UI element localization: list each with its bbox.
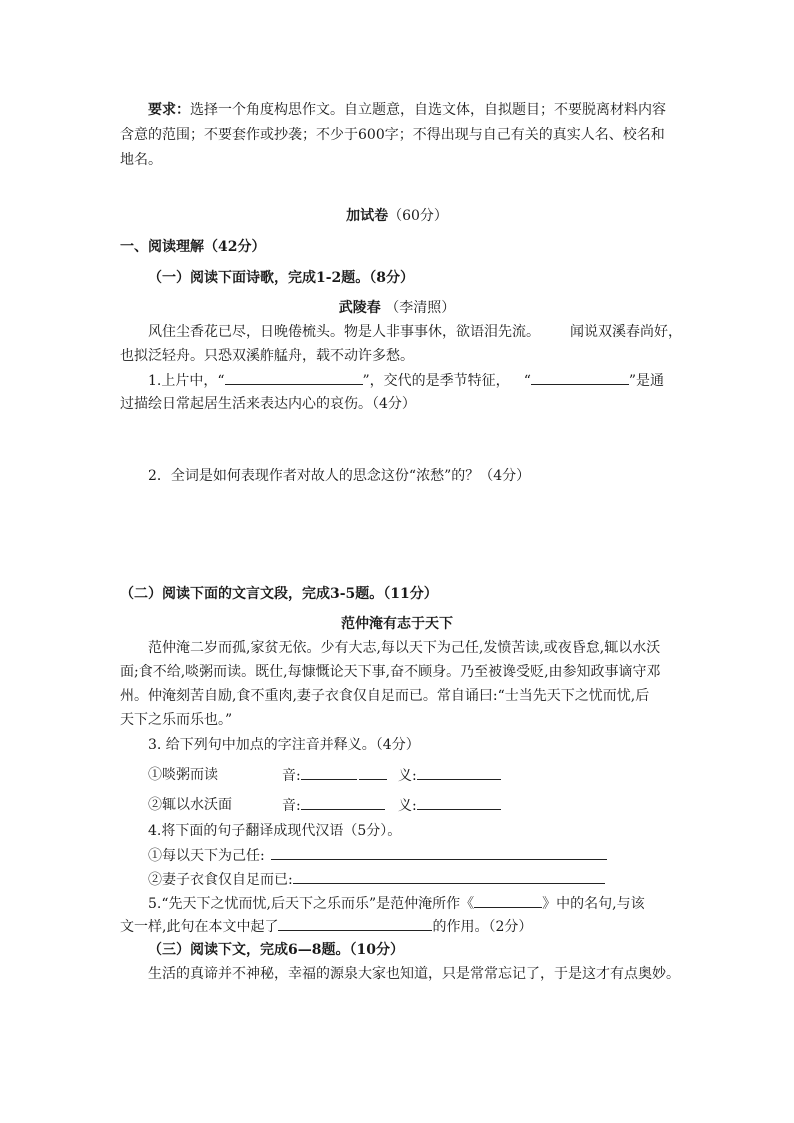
section2-heading: （二）阅读下面的文言文段，完成3-5题。（11分）: [120, 586, 438, 602]
requirement-line-3: 地名。: [120, 152, 162, 168]
question-4: 4.将下面的句子翻译成现代汉语（5分）。: [148, 823, 402, 839]
q5-part2: 》中的名句,与该: [542, 896, 645, 912]
q3-item-a-text: ①啖粥而读: [148, 767, 218, 783]
question-1-line-2: 过描绘日常起居生活来表达内心的哀伤。（4分）: [120, 396, 416, 412]
q1-blank-1[interactable]: [225, 370, 363, 385]
q5-part3: 文一样,此句在本文中起了: [120, 919, 279, 935]
part1-heading: 一、阅读理解（42分）: [120, 239, 266, 255]
q5-part4: 的作用。（2分）: [432, 919, 533, 935]
passage-title: 范仲淹有志于天下: [341, 616, 453, 632]
poem-line-2: 也拟泛轻舟。只恐双溪舴艋舟，载不动许多愁。: [120, 348, 414, 364]
q3-item-a-pronunciation: [282, 765, 387, 786]
passage-line-2: 面;食不给,啖粥而读。既仕,每慷慨论天下事,奋不顾身。乃至被谗受贬,由参知政事谪守邓: [120, 664, 661, 680]
passage-line-4: 天下之乐而乐也。”: [120, 712, 233, 728]
poem-title-line: [0, 298, 794, 318]
q1-part1: 1.上片中，“: [148, 373, 225, 389]
q3-item-b-meaning: [398, 795, 501, 816]
q5-part1: 5.“先天下之忧而忧,后天下之乐而乐”是范仲淹所作《: [148, 896, 475, 912]
q4b-text: ②妻子衣食仅自足而已:: [148, 872, 293, 888]
q5-blank-2[interactable]: [278, 916, 432, 931]
section3-line-1: 生活的真谛并不神秘，幸福的源泉大家也知道，只是常常忘记了，于是这才有点奥妙。: [148, 966, 680, 982]
poem-author: （李清照）: [385, 300, 456, 316]
pronunciation-label: 音:: [282, 768, 301, 784]
q4-item-b: [148, 869, 605, 890]
poem-line-1a: 风住尘香花已尽，日晚倦梳头。物是人非事事休，欲语泪先流。: [148, 324, 540, 340]
poem-title: 武陵春: [338, 300, 381, 316]
q4b-answer-blank[interactable]: [293, 869, 605, 884]
q1-blank-2[interactable]: [531, 370, 629, 385]
question-2: 2．全词是如何表现作者对故人的思念这份“浓愁”的？（4分）: [148, 468, 531, 484]
extra-exam-title: [0, 206, 794, 226]
extra-exam-name: 加试卷: [346, 208, 389, 224]
q1-part3: “: [523, 373, 531, 389]
question-5: [148, 893, 645, 914]
question-1: [148, 370, 664, 391]
section3-heading: （三）阅读下文，完成6—8题。（10分）: [148, 942, 404, 958]
question-5-line-2: [120, 916, 532, 937]
poem-line-1: [148, 322, 682, 342]
q3a-meaning-blank[interactable]: [417, 765, 501, 780]
q4a-answer-blank[interactable]: [271, 845, 607, 860]
meaning-label: 义:: [398, 768, 417, 784]
requirement-line-1: [148, 100, 666, 120]
q3a-pronunciation-blank-2[interactable]: [359, 765, 387, 780]
passage-line-3: 州。仲淹刻苦自励,食不重肉,妻子衣食仅自足而已。常自诵曰:“士当先天下之忧而忧,后: [120, 688, 650, 704]
q3-item-b-pronunciation: [282, 795, 385, 816]
section1-heading: （一）阅读下面诗歌，完成1-2题。（8分）: [148, 270, 415, 286]
passage-line-1: 范仲淹二岁而孤,家贫无依。少有大志,每以天下为己任,发愤苦读,或夜昏怠,辄以水沃: [148, 640, 661, 656]
requirement-text: 选择一个角度构思作文。自立题意，自选文体，自拟题目；不要脱离材料内容: [190, 102, 666, 118]
q4a-text: ①每以天下为己任:: [148, 848, 265, 864]
q5-blank-1[interactable]: [474, 893, 542, 908]
q4-item-a: [148, 845, 607, 866]
q1-part2: ”，交代的是季节特征，: [362, 373, 510, 389]
q3b-meaning-blank[interactable]: [417, 795, 501, 810]
q1-part4: ”是通: [628, 373, 665, 389]
extra-exam-score: （60分）: [388, 208, 448, 224]
q3b-pronunciation-blank[interactable]: [301, 795, 385, 810]
pronunciation-label: 音:: [282, 798, 301, 814]
q3-item-b-text: ②辄以水沃面: [148, 797, 232, 813]
q3-item-a-meaning: [398, 765, 501, 786]
requirement-label: 要求：: [148, 102, 190, 118]
poem-line-1b: 闻说双溪春尚好，: [570, 324, 682, 340]
meaning-label: 义:: [398, 798, 417, 814]
q3a-pronunciation-blank-1[interactable]: [301, 765, 357, 780]
requirement-line-2: 含意的范围；不要套作或抄袭；不少于600字；不得出现与自己有关的真实人名、校名和: [120, 127, 665, 143]
question-3: 3. 给下列句中加点的字注音并释义。（4分）: [148, 737, 420, 753]
